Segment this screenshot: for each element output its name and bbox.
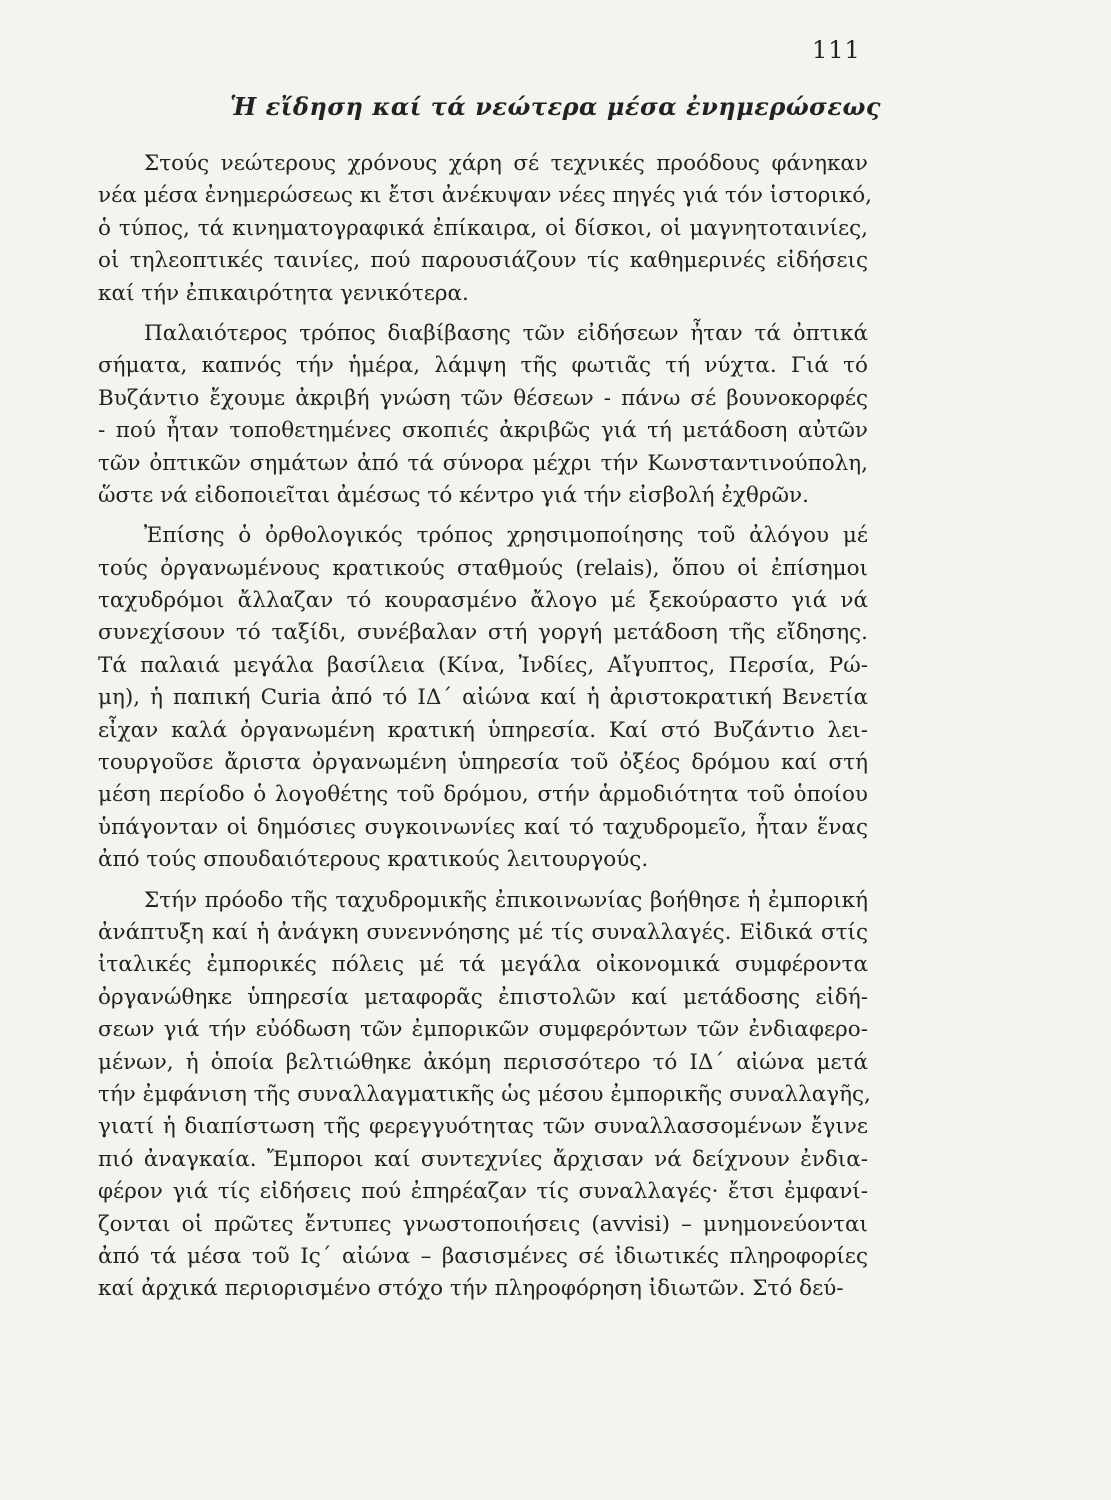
text-line: Τά παλαιά μεγάλα βασίλεια (Κίνα, Ἰνδίες, Αἴγυπτος, Περσία, Ρώ- (98, 652, 868, 678)
text-line: τήν ἐμφάνιση τῆς συναλλαγματικῆς ὡς μέσου ἐμπορικῆς συναλλαγῆς, (98, 1081, 871, 1107)
paragraph (98, 318, 868, 512)
text-line: μέση περίοδο ὁ λογοθέτης τοῦ δρόμου, στήν ἁρμοδιότητα τοῦ ὁποίου (98, 782, 868, 808)
page-number: 111 (812, 36, 861, 64)
text-line: ταχυδρόμοι ἄλλαζαν τό κουρασμένο ἄλογο μέ ξεκούραστο γιά νά (98, 588, 868, 614)
text-line: τῶν ὀπτικῶν σημάτων ἀπό τά σύνορα μέχρι τήν Κωνσταντινούπολη, (98, 450, 868, 476)
text-line: ὀργανώθηκε ὑπηρεσία μεταφορᾶς ἐπιστολῶν καί μετάδοσης εἰδή- (98, 984, 868, 1010)
text-line: ὁ τύπος, τά κινηματογραφικά ἐπίκαιρα, οἱ δίσκοι, οἱ μαγνητοταινίες, (98, 215, 868, 241)
text-line: ἀπό τούς σπουδαιότερους κρατικούς λειτουργούς. (98, 847, 649, 873)
text-line: ζονται οἱ πρῶτες ἔντυπες γνωστοποιήσεις (avvisi) – μνημονεύονται (98, 1211, 868, 1237)
text-line: ἰταλικές ἐμπορικές πόλεις μέ τά μεγάλα οἰκονομικά συμφέροντα (98, 952, 868, 978)
body-text (98, 148, 872, 1306)
text-line: Στούς νεώτερους χρόνους χάρη σέ τεχνικές προόδους φάνηκαν (144, 151, 868, 176)
text-line: ἀπό τά μέσα τοῦ Ις΄ αἰώνα – βασισμένες σέ ἰδιωτικές πληροφορίες (98, 1243, 868, 1269)
text-line: φέρον γιά τίς εἰδήσεις πού ἐπηρέαζαν τίς συναλλαγές· ἔτσι ἐμφανί- (98, 1179, 868, 1205)
text-line: νέα μέσα ἐνημερώσεως κι ἔτσι ἀνέκυψαν νέες πηγές γιά τόν ἱστορικό, (98, 183, 872, 209)
text-line: συνεχίσουν τό ταξίδι, συνέβαλαν στή γοργή μετάδοση τῆς εἴδησης. (98, 620, 868, 646)
text-line: τούς ὀργανωμένους κρατικούς σταθμούς (relais), ὅπου οἱ ἐπίσημοι (98, 555, 868, 581)
text-line: σεων γιά τήν εὐόδωση τῶν ἐμπορικῶν συμφερόντων τῶν ἐνδιαφερο- (98, 1017, 868, 1043)
paragraph-gap (98, 877, 868, 885)
text-line: εἶχαν καλά ὀργανωμένη κρατική ὑπηρεσία. Καί στό Βυζάντιο λει- (98, 717, 868, 743)
text-line: - πού ἦταν τοποθετημένες σκοπιές ἀκριβῶς γιά τή μετάδοση αὐτῶν (98, 418, 868, 444)
text-line: πιό ἀναγκαία. Ἔμποροι καί συντεχνίες ἄρχισαν νά δείχνουν ἐνδια- (98, 1146, 868, 1172)
page-title: Ἡ εἴδηση καί τά νεώτερα μέσα ἐνημερώσεως (230, 92, 881, 121)
paragraph (98, 148, 872, 310)
paragraph (98, 520, 868, 876)
text-line: Ἐπίσης ὁ ὀρθολογικός τρόπος χρησιμοποίησης τοῦ ἀλόγου μέ (144, 523, 868, 549)
text-line: ὑπάγονταν οἱ δημόσιες συγκοινωνίες καί τό ταχυδρομεῖο, ἦταν ἕνας (98, 814, 868, 840)
paragraph (98, 885, 871, 1306)
text-line: μένων, ἡ ὁποία βελτιώθηκε ἀκόμη περισσότερο τό ΙΔ΄ αἰώνα μετά (98, 1049, 868, 1075)
text-line: καί τήν ἐπικαιρότητα γενικότερα. (98, 280, 469, 306)
text-line: Παλαιότερος τρόπος διαβίβασης τῶν εἰδήσεων ἦταν τά ὀπτικά (144, 320, 868, 346)
text-line: σήματα, καπνός τήν ἡμέρα, λάμψη τῆς φωτιᾶς τή νύχτα. Γιά τό (98, 353, 868, 379)
text-line: Στήν πρόοδο τῆς ταχυδρομικῆς ἐπικοινωνίας βοήθησε ἡ ἐμπορική (144, 887, 868, 913)
text-line: μη), ἡ παπική Curia ἀπό τό ΙΔ΄ αἰώνα καί ἡ ἀριστοκρατική Βενετία (98, 685, 868, 711)
text-line: γιατί ἡ διαπίστωση τῆς φερεγγυότητας τῶν συναλλασσομένων ἔγινε (98, 1114, 868, 1140)
text-line: ὥστε νά εἰδοποιεῖται ἀμέσως τό κέντρο γιά τήν εἰσβολή ἐχθρῶν. (98, 482, 809, 508)
paragraph-gap (98, 310, 868, 318)
text-line: τουργοῦσε ἄριστα ὀργανωμένη ὑπηρεσία τοῦ ὀξέος δρόμου καί στή (98, 750, 868, 776)
text-line: Βυζάντιο ἔχουμε ἀκριβή γνώση τῶν θέσεων - πάνω σέ βουνοκορφές (98, 385, 868, 411)
paragraph-gap (98, 512, 868, 520)
text-line: οἱ τηλεοπτικές ταινίες, πού παρουσιάζουν τίς καθημερινές εἰδήσεις (98, 248, 868, 274)
text-line: ἀνάπτυξη καί ἡ ἀνάγκη συνεννόησης μέ τίς συναλλαγές. Εἰδικά στίς (98, 919, 868, 945)
text-line: καί ἀρχικά περιορισμένο στόχο τήν πληροφόρηση ἰδιωτῶν. Στό δεύ- (98, 1276, 844, 1302)
